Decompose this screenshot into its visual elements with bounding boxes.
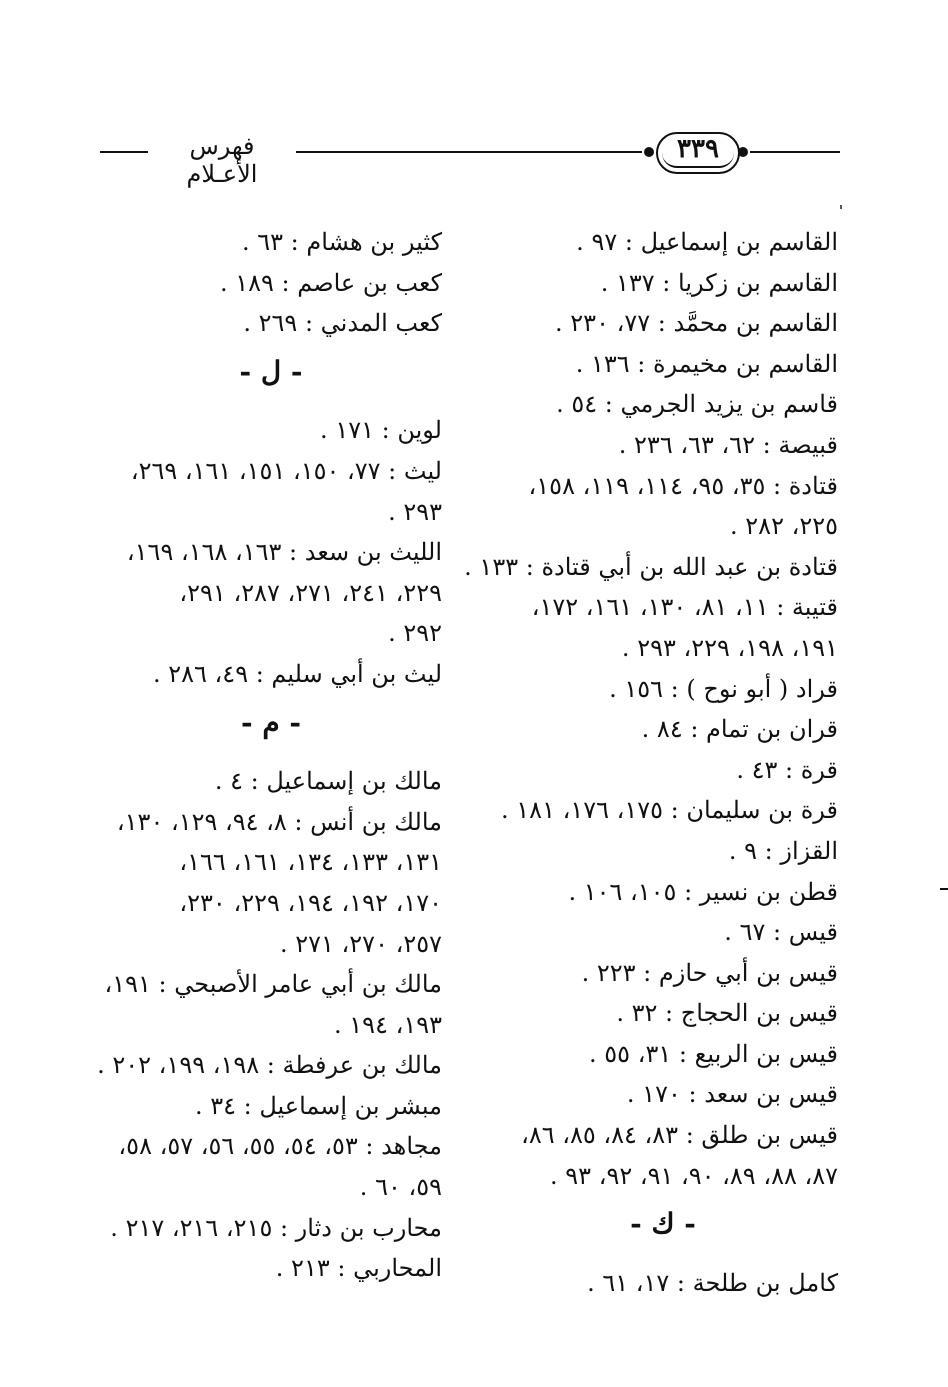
ornament-dot [738,147,748,157]
index-entry: كثير بن هشام : ٦٣ . [242,228,442,256]
index-column-right [464,222,838,1303]
index-entry: قتادة بن عبد الله بن أبي قتادة : ١٣٣ . [464,552,838,581]
index-entry-continuation: ١٩١، ١٩٨، ٢٢٩، ٢٩٣ . [621,633,838,662]
ornament-dot [644,147,654,157]
index-entry-continuation: ٨٧، ٨٨، ٨٩، ٩٠، ٩١، ٩٢، ٩٣ . [550,1161,838,1190]
index-entry: القزاز : ٩ . [728,836,838,865]
index-entry: مالك بن إسماعيل : ٤ . [214,767,442,796]
index-entry: كعب بن عاصم : ١٨٩ . [219,268,442,297]
margin-mark [840,205,842,209]
index-entry-continuation: ١٩٣، ١٩٤ . [334,1010,442,1039]
index-entry: المحاربي : ٢١٣ . [275,1254,442,1283]
index-entry: محارب بن دثار : ٢١٥، ٢١٦، ٢١٧ . [110,1213,442,1242]
page-number: ٣٣٩ [677,134,719,164]
index-entry: لوين : ١٧١ . [320,416,442,445]
index-entry: كعب المدني : ٢٦٩ . [243,309,442,338]
index-entry: القاسم بن زكريا : ١٣٧ . [600,268,838,297]
index-entry: ليث بن أبي سليم : ٤٩، ٢٨٦ . [152,659,442,688]
letter-heading: - م - [240,705,302,739]
index-entry: مالك بن أنس : ٨، ٩٤، ١٢٩، ١٣٠، [116,807,442,836]
index-entry: قرة : ٤٣ . [736,755,838,784]
index-entry: قيس : ٦٧ . [724,918,838,947]
index-entry: قراد ( أبو نوح ) : ١٥٦ . [609,674,838,703]
index-entry-continuation: ٢٥٧، ٢٧٠، ٢٧١ . [279,929,442,958]
index-entry: قيس بن الحجاج : ٣٢ . [616,999,838,1028]
index-entry: مجاهد : ٥٣، ٥٤، ٥٥، ٥٦، ٥٧، ٥٨، [118,1132,442,1161]
index-entry-continuation: ٥٩، ٦٠ . [359,1173,442,1202]
header-rule [100,151,148,153]
index-entry: كامل بن طلحة : ١٧، ٦١ . [587,1268,838,1297]
index-entry-continuation: ٢٩٣ . [388,497,442,526]
index-entry: مالك بن أبي عامر الأصبحي : ١٩١، [104,970,442,999]
index-entry: قيس بن الربيع : ٣١، ٥٥ . [589,1039,838,1068]
index-entry: قاسم بن يزيد الجرمي : ٥٤ . [556,390,838,419]
index-column-left [97,222,442,1289]
index-entry: ليث : ٧٧، ١٥٠، ١٥١، ١٦١، ٢٦٩، [130,456,442,485]
index-entry: قران بن تمام : ٨٤ . [641,715,838,744]
letter-heading: - ل - [239,354,303,388]
header-rule [750,151,840,153]
index-entry: مبشر بن إسماعيل : ٣٤ . [194,1091,442,1120]
index-entry: الليث بن سعد : ١٦٣، ١٦٨، ١٦٩، [126,538,442,567]
index-entry: قيس بن سعد : ١٧٠ . [626,1080,838,1109]
page-header [100,122,840,188]
running-title: فهرس الأعـلام [186,132,258,188]
letter-heading: - ك - [630,1207,696,1241]
index-entry-continuation: ١٣١، ١٣٣، ١٣٤، ١٦١، ١٦٦، [179,848,442,877]
index-entry: قتيبة : ١١، ٨١، ١٣٠، ١٦١، ١٧٢، [531,593,838,622]
index-entry: قرة بن سليمان : ١٧٥، ١٧٦، ١٨١ . [501,796,838,825]
margin-mark [940,888,948,890]
index-entry: القاسم بن مخيمرة : ١٣٦ . [575,349,838,378]
index-entry-continuation: ١٧٠، ١٩٢، ١٩٤، ٢٢٩، ٢٣٠، [179,888,442,917]
index-entry: قطن بن نسير : ١٠٥، ١٠٦ . [568,877,838,906]
index-entry: قتادة : ٣٥، ٩٥، ١١٤، ١١٩، ١٥٨، [528,471,838,500]
index-entry: قبيصة : ٦٢، ٦٣، ٢٣٦ . [618,430,838,459]
header-rule [296,151,642,153]
index-entry-continuation: ٢٢٥، ٢٨٢ . [730,512,838,541]
index-entry: القاسم بن محمَّد : ٧٧، ٢٣٠ . [555,309,838,338]
index-entry: قيس بن أبي حازم : ٢٢٣ . [581,958,838,987]
index-entry: القاسم بن إسماعيل : ٩٧ . [576,228,838,256]
index-entry: مالك بن عرفطة : ١٩٨، ١٩٩، ٢٠٢ . [97,1051,442,1080]
index-entry-continuation: ٢٩٢ . [388,619,442,648]
index-entry-continuation: ٢٢٩، ٢٤١، ٢٧١، ٢٨٧، ٢٩١، [179,578,442,607]
index-entry: قيس بن طلق : ٨٣، ٨٤، ٨٥، ٨٦، [521,1121,838,1150]
